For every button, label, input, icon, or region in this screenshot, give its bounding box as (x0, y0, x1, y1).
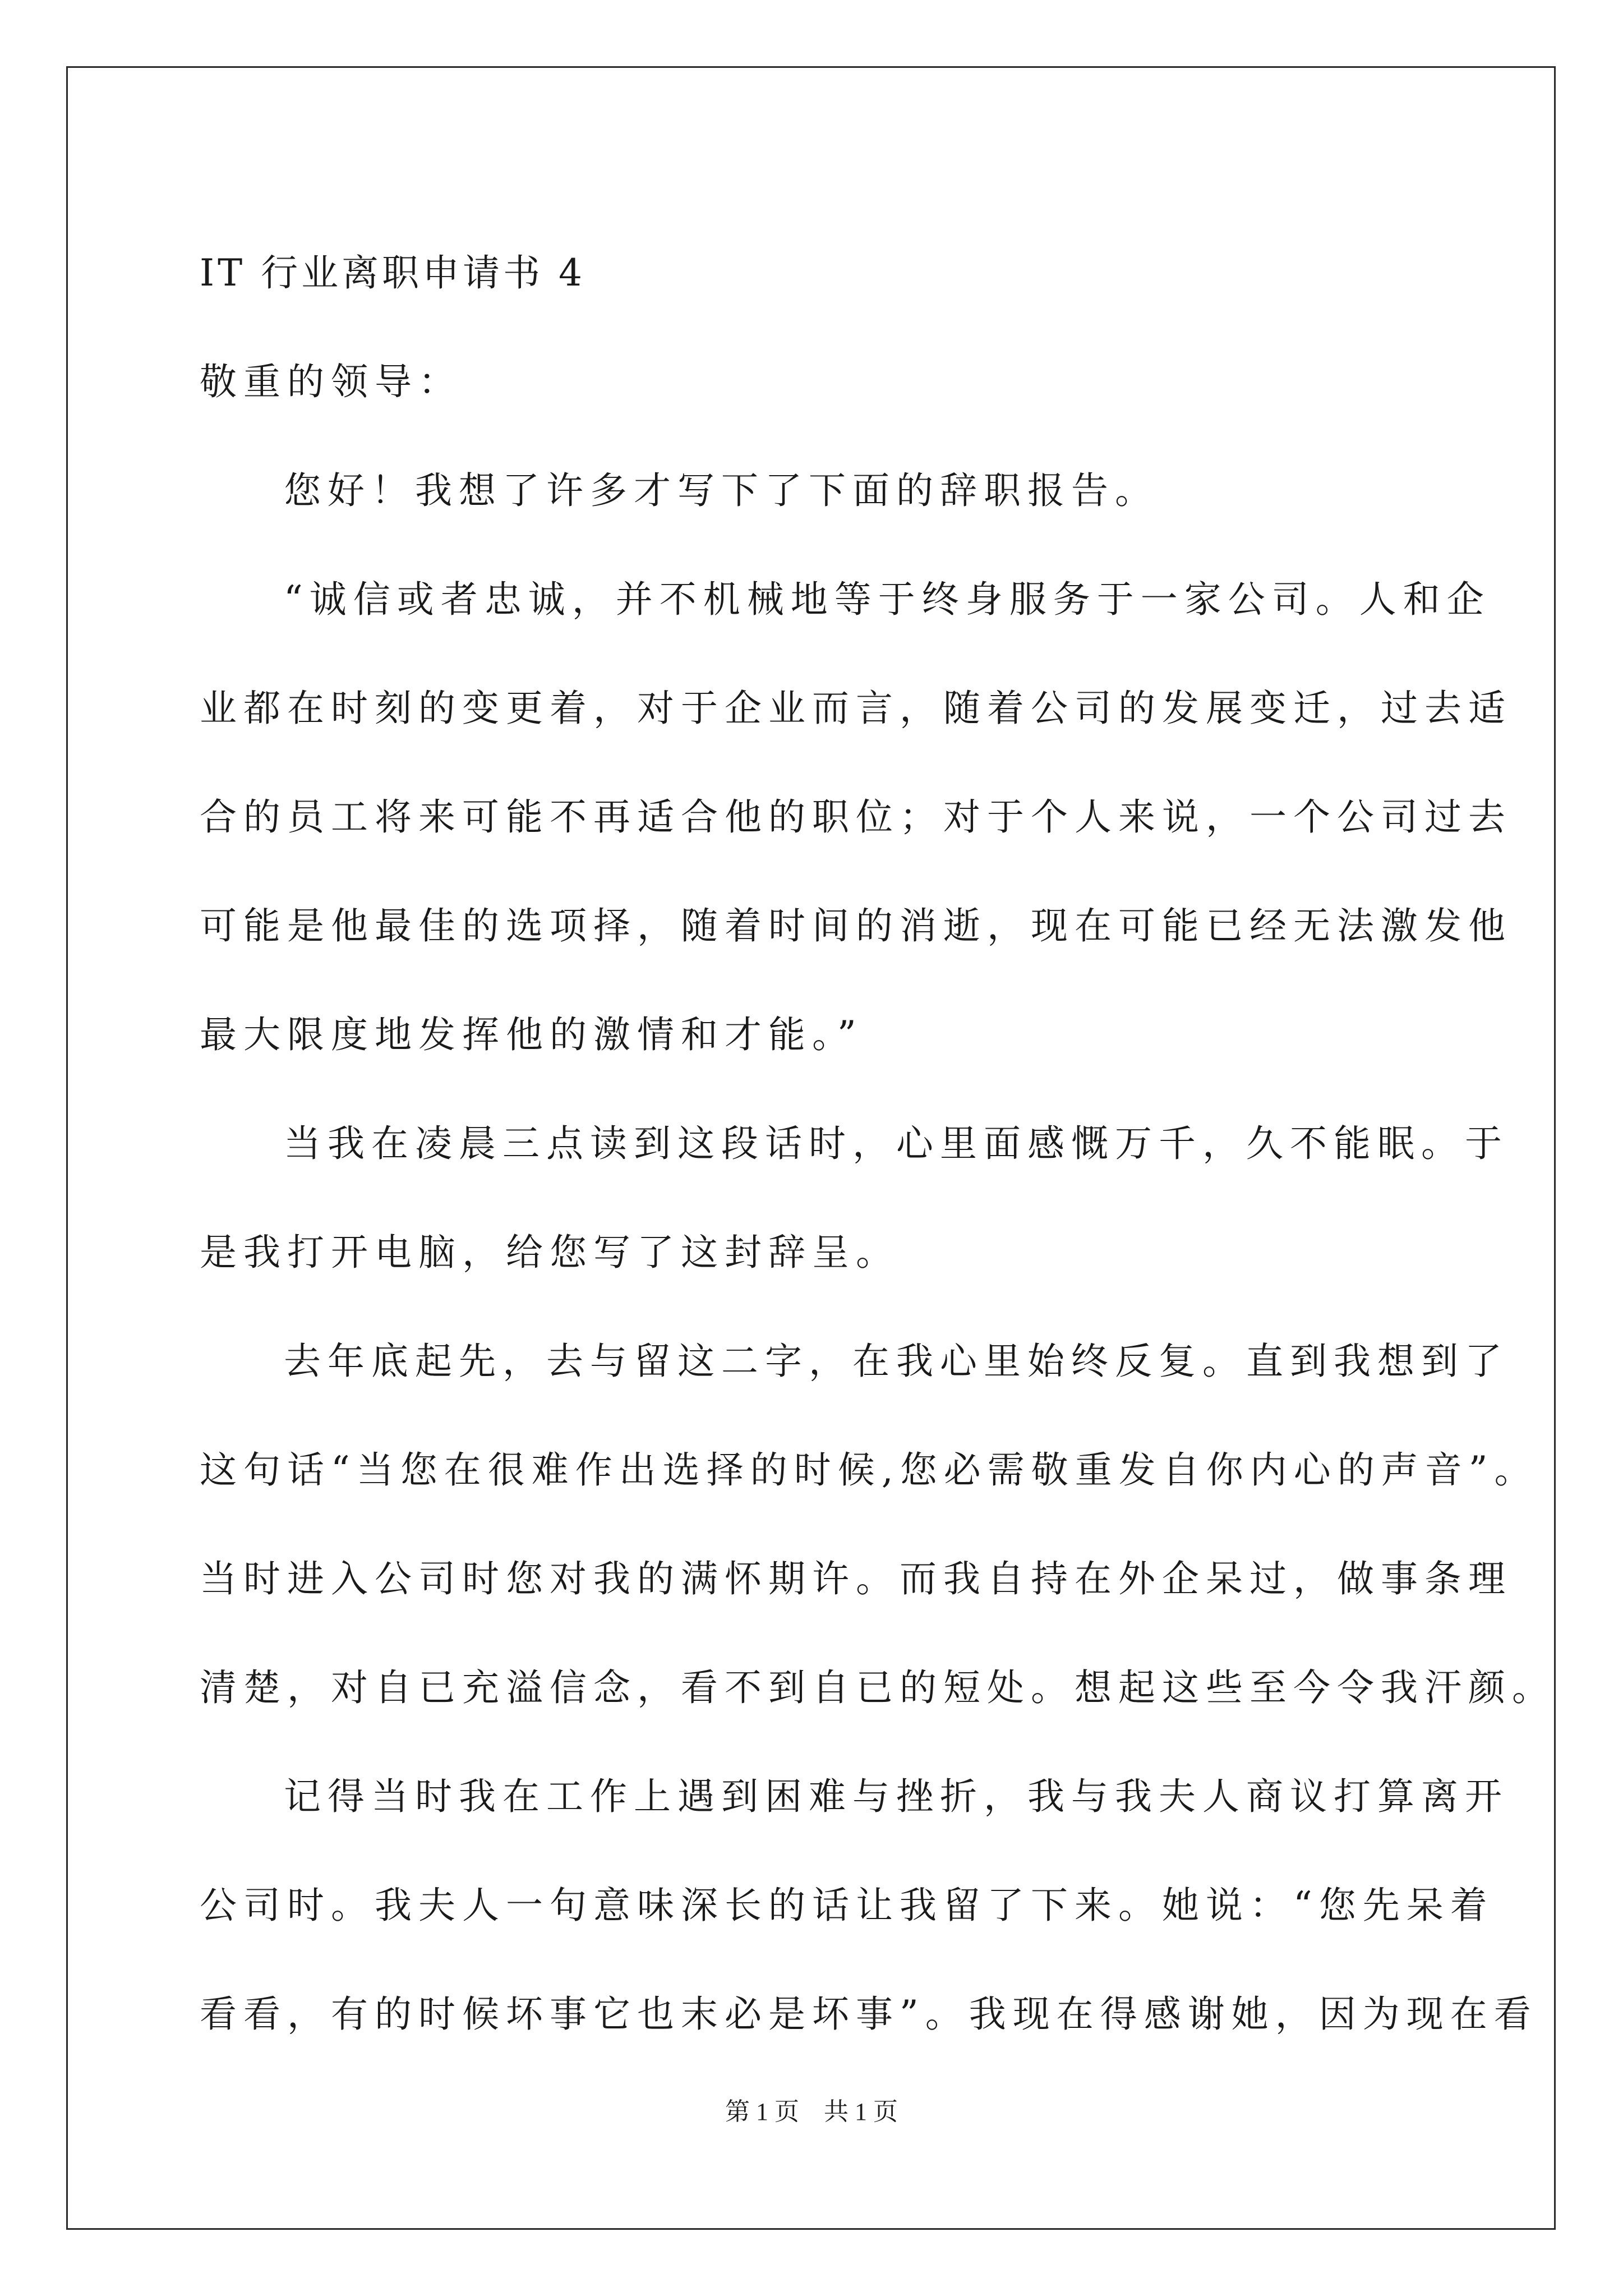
body-line: 清楚，对自已充溢信念，看不到自已的短处。想起这些至今令我汗颜。 (200, 1666, 1556, 1709)
body-line: 可能是他最佳的选项择，随着时间的消逝，现在可能已经无法激发他 (200, 904, 1512, 947)
page-total: 共 1 页 (824, 2098, 898, 2125)
body-line: 当时进入公司时您对我的满怀期许。而我自持在外企呆过，做事条理 (200, 1557, 1512, 1600)
body-line: 您好！我想了许多才写下了下面的辞职报告。 (284, 469, 1159, 512)
body-text (200, 436, 1556, 2069)
body-line: 合的员工将来可能不再适合他的职位；对于个人来说，一个公司过去 (200, 795, 1512, 839)
body-line: 这句话“当您在很难作出选择的时候,您必需敬重发自你内心的声音”。 (200, 1448, 1538, 1492)
body-line: 当我在凌晨三点读到这段话时，心里面感慨万千，久不能眠。于 (284, 1122, 1509, 1165)
document-body (200, 219, 1556, 2069)
page-footer (0, 2091, 1623, 2127)
body-line: 最大限度地发挥他的激情和才能。” (200, 1013, 863, 1056)
body-line: 公司时。我夫人一句意味深长的话让我留了下来。她说：“您先呆着 (200, 1884, 1494, 1927)
body-line: “诚信或者忠诚，并不机械地等于终身服务于一家公司。人和企 (284, 578, 1491, 621)
body-line: 记得当时我在工作上遇到困难与挫折，我与我夫人商议打算离开 (284, 1775, 1509, 1818)
page-number: 第 1 页 (725, 2098, 799, 2125)
body-line: 是我打开电脑，给您写了这封辞呈。 (200, 1231, 900, 1274)
salutation: 敬重的领导： (200, 360, 462, 403)
body-line: 业都在时刻的变更着，对于企业而言，随着公司的发展变迁，过去适 (200, 687, 1512, 730)
document-title: IT 行业离职申请书 4 (200, 251, 586, 295)
body-line: 看看，有的时候坏事它也末必是坏事”。我现在得感谢她，因为现在看 (200, 1993, 1538, 2036)
body-line: 去年底起先，去与留这二字，在我心里始终反复。直到我想到了 (284, 1340, 1509, 1383)
